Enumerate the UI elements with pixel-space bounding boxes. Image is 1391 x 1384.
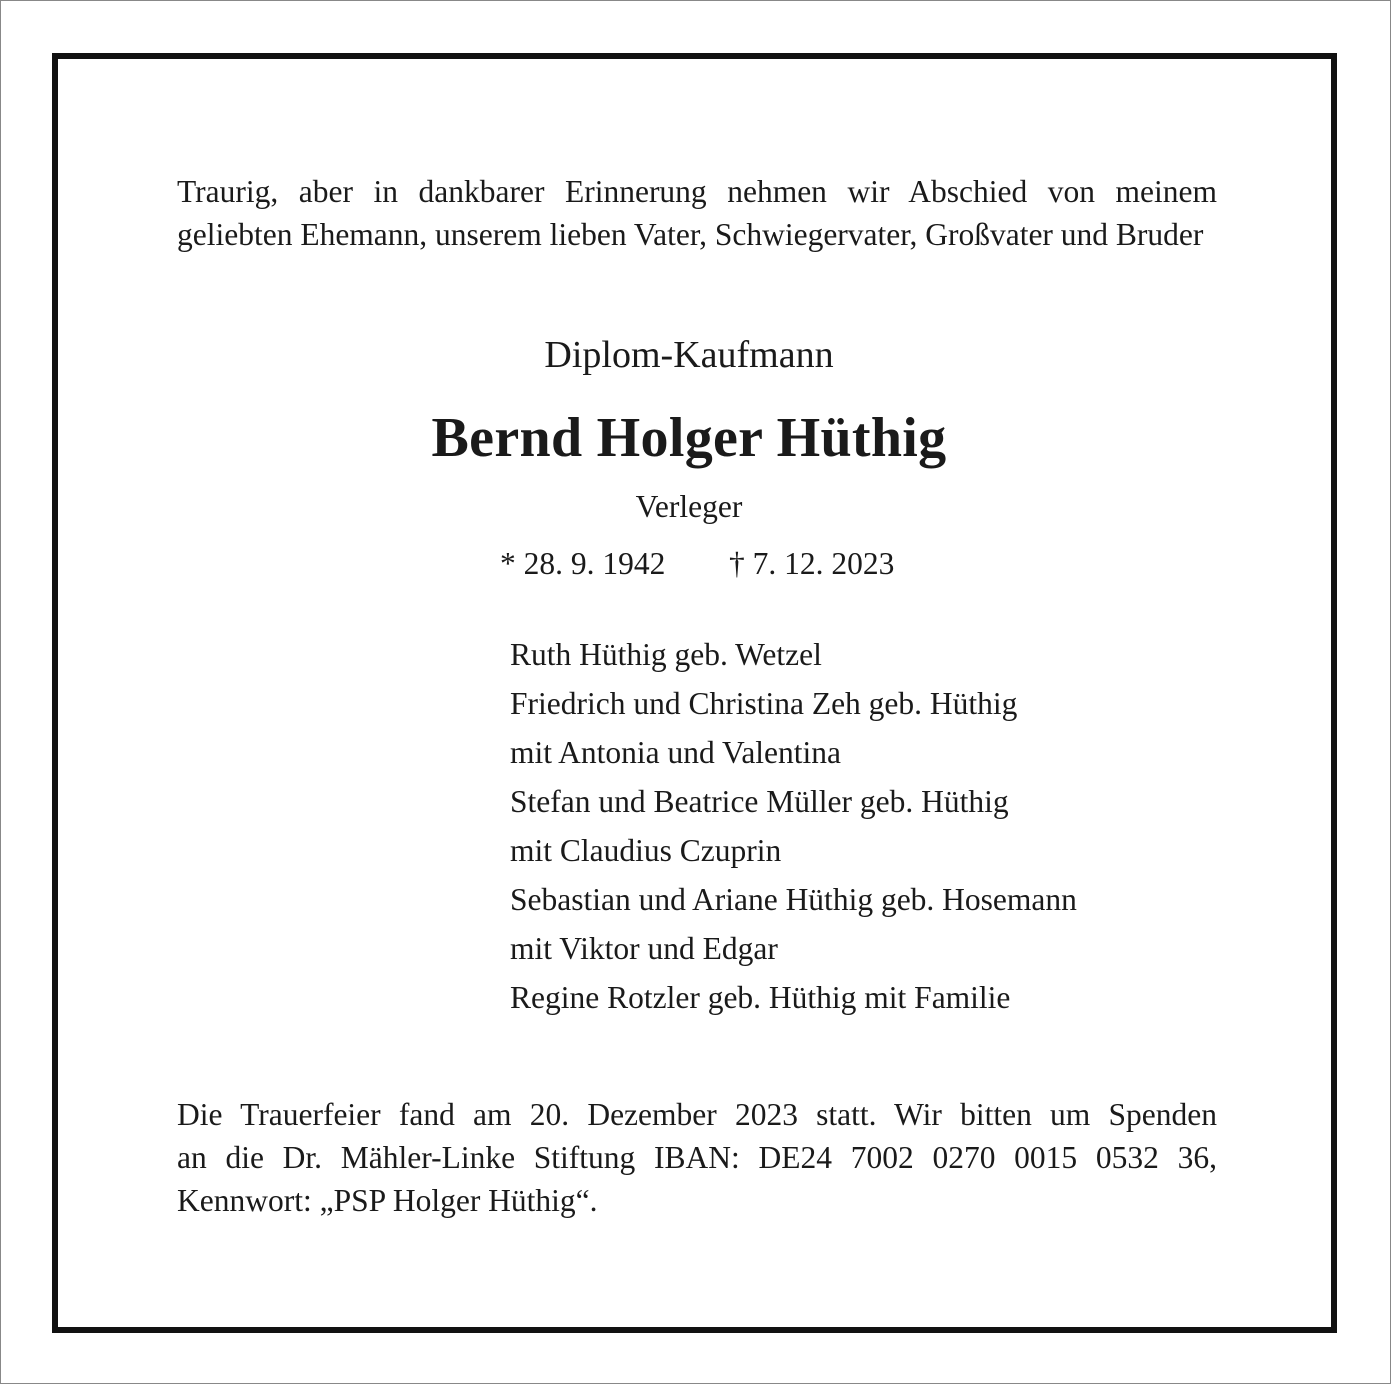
closing-line: Kennwort: „PSP Holger Hüthig“. — [177, 1183, 598, 1218]
mourner-line: Sebastian und Ariane Hüthig geb. Hosemann — [510, 882, 1077, 917]
intro-text: Traurig, aber in dankbarer Erinnerung nehmen wir Abschied von meinem geliebten Ehemann, unserem lieben Vater, Schwiegervater, Großvater und Bruder — [177, 174, 1217, 252]
birth-date: * 28. 9. 1942 — [500, 546, 666, 581]
closing-line: an die Dr. Mähler-Linke Stiftung IBAN: DE24 7002 0270 0015 0532 36, — [177, 1140, 1217, 1175]
mourner-line: mit Viktor und Edgar — [510, 931, 778, 966]
closing-text — [177, 1093, 1217, 1222]
mourner-line: Stefan und Beatrice Müller geb. Hüthig — [510, 784, 1009, 819]
mourner-line: Regine Rotzler geb. Hüthig mit Familie — [510, 980, 1011, 1015]
mourners-list — [510, 630, 1077, 1022]
mourner-line: mit Claudius Czuprin — [510, 833, 782, 868]
profession: Verleger — [635, 489, 743, 524]
mourner-line: mit Antonia und Valentina — [510, 735, 842, 770]
deceased-name: Bernd Holger Hüthig — [431, 407, 947, 469]
death-date: † 7. 12. 2023 — [729, 546, 895, 581]
academic-title: Diplom-Kaufmann — [544, 334, 834, 376]
mourner-line: Ruth Hüthig geb. Wetzel — [510, 637, 822, 672]
closing-line: Die Trauerfeier fand am 20. Dezember 2023 statt. Wir bitten um Spenden — [177, 1097, 1217, 1132]
mourner-line: Friedrich und Christina Zeh geb. Hüthig — [510, 686, 1018, 721]
